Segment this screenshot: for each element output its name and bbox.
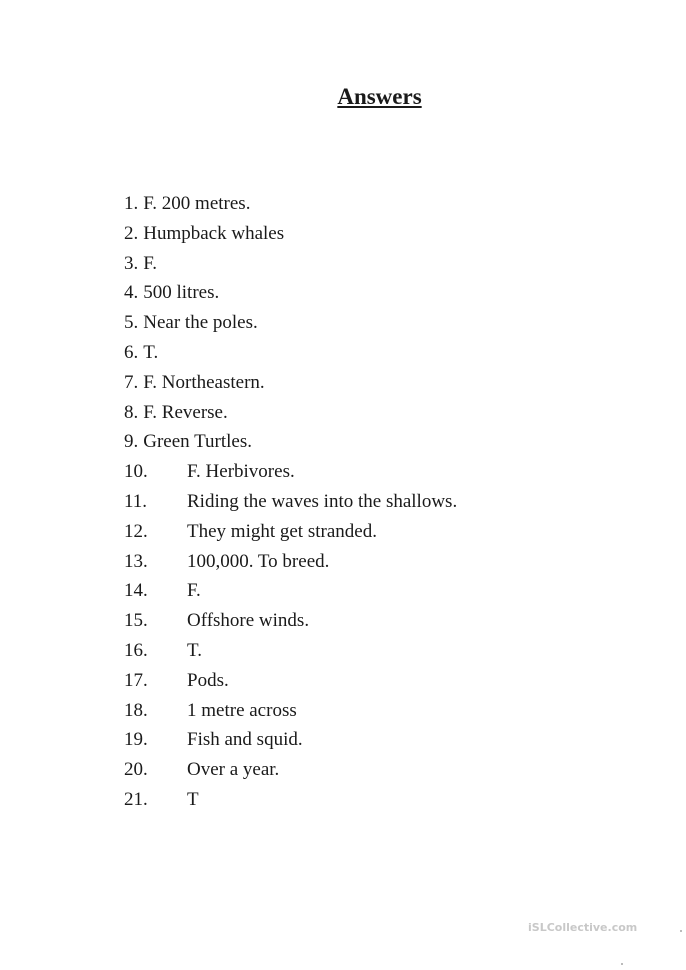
answer-text: Pods. xyxy=(187,669,229,691)
answer-number: 7. xyxy=(124,371,139,393)
answer-text: F. xyxy=(143,252,158,274)
speck xyxy=(621,963,623,965)
answer-text: They might get stranded. xyxy=(187,520,377,542)
answer-text: F. 200 metres. xyxy=(143,193,251,214)
answer-number: 2. xyxy=(124,222,139,244)
answer-item xyxy=(124,281,457,311)
page-title: Answers xyxy=(337,84,422,109)
answer-number: 18. xyxy=(124,699,148,721)
answer-item xyxy=(124,311,457,341)
answer-item xyxy=(124,192,457,222)
answer-number: 1. xyxy=(124,193,139,214)
answer-text: Over a year. xyxy=(187,759,280,781)
answer-number: 16. xyxy=(124,639,148,661)
answer-number: 13. xyxy=(124,550,148,572)
answer-item xyxy=(124,728,457,758)
answer-text: T. xyxy=(187,639,202,661)
answer-text: Offshore winds. xyxy=(187,610,310,632)
answer-text: 500 litres. xyxy=(143,282,220,304)
answer-item xyxy=(124,639,457,669)
answer-number: 15. xyxy=(124,610,148,632)
answer-text: Humpback whales xyxy=(143,222,285,244)
answer-item xyxy=(124,609,457,639)
answer-text: F. xyxy=(187,580,201,602)
answer-item xyxy=(124,222,457,252)
answer-item xyxy=(124,520,457,550)
answer-text: F. Northeastern. xyxy=(143,371,265,393)
answer-item xyxy=(124,788,457,818)
answer-item xyxy=(124,550,457,580)
answer-item xyxy=(124,460,457,490)
answer-number: 11. xyxy=(124,490,148,512)
answer-number: 20. xyxy=(124,759,148,781)
answer-item xyxy=(124,401,457,431)
answer-number: 19. xyxy=(124,729,148,751)
answer-text: Fish and squid. xyxy=(187,729,303,751)
answer-item xyxy=(124,699,457,729)
answer-text: T. xyxy=(143,341,159,363)
answer-text: Riding the waves into the shallows. xyxy=(187,490,458,512)
answer-item xyxy=(124,371,457,401)
answer-number: 21. xyxy=(124,788,148,810)
answer-item xyxy=(124,430,457,460)
answer-number: 4. xyxy=(124,282,139,304)
answer-number: 8. xyxy=(124,401,139,423)
answer-list xyxy=(124,192,457,818)
answer-number: 6. xyxy=(124,341,139,363)
answer-number: 12. xyxy=(124,520,148,542)
watermark: iSLCollective.com xyxy=(528,921,638,934)
answer-text: 1 metre across xyxy=(187,699,297,721)
answer-number: 14. xyxy=(124,580,148,602)
answer-item xyxy=(124,579,457,609)
answer-text: 100,000. To breed. xyxy=(187,550,330,572)
answer-item xyxy=(124,341,457,371)
answer-item xyxy=(124,490,457,520)
answer-item xyxy=(124,252,457,282)
answer-number: 17. xyxy=(124,669,148,691)
answer-item xyxy=(124,758,457,788)
answer-number: 9. xyxy=(124,431,139,453)
answer-number: 3. xyxy=(124,252,139,274)
answer-text: F. Reverse. xyxy=(143,401,228,423)
answer-text: F. Herbivores. xyxy=(187,461,295,483)
answer-item xyxy=(124,669,457,699)
answer-number: 5. xyxy=(124,312,139,334)
answer-text: Near the poles. xyxy=(143,312,258,334)
answer-text: Green Turtles. xyxy=(143,431,252,453)
speck xyxy=(680,930,682,932)
answer-text: T xyxy=(187,788,199,810)
answer-number: 10. xyxy=(124,461,148,483)
